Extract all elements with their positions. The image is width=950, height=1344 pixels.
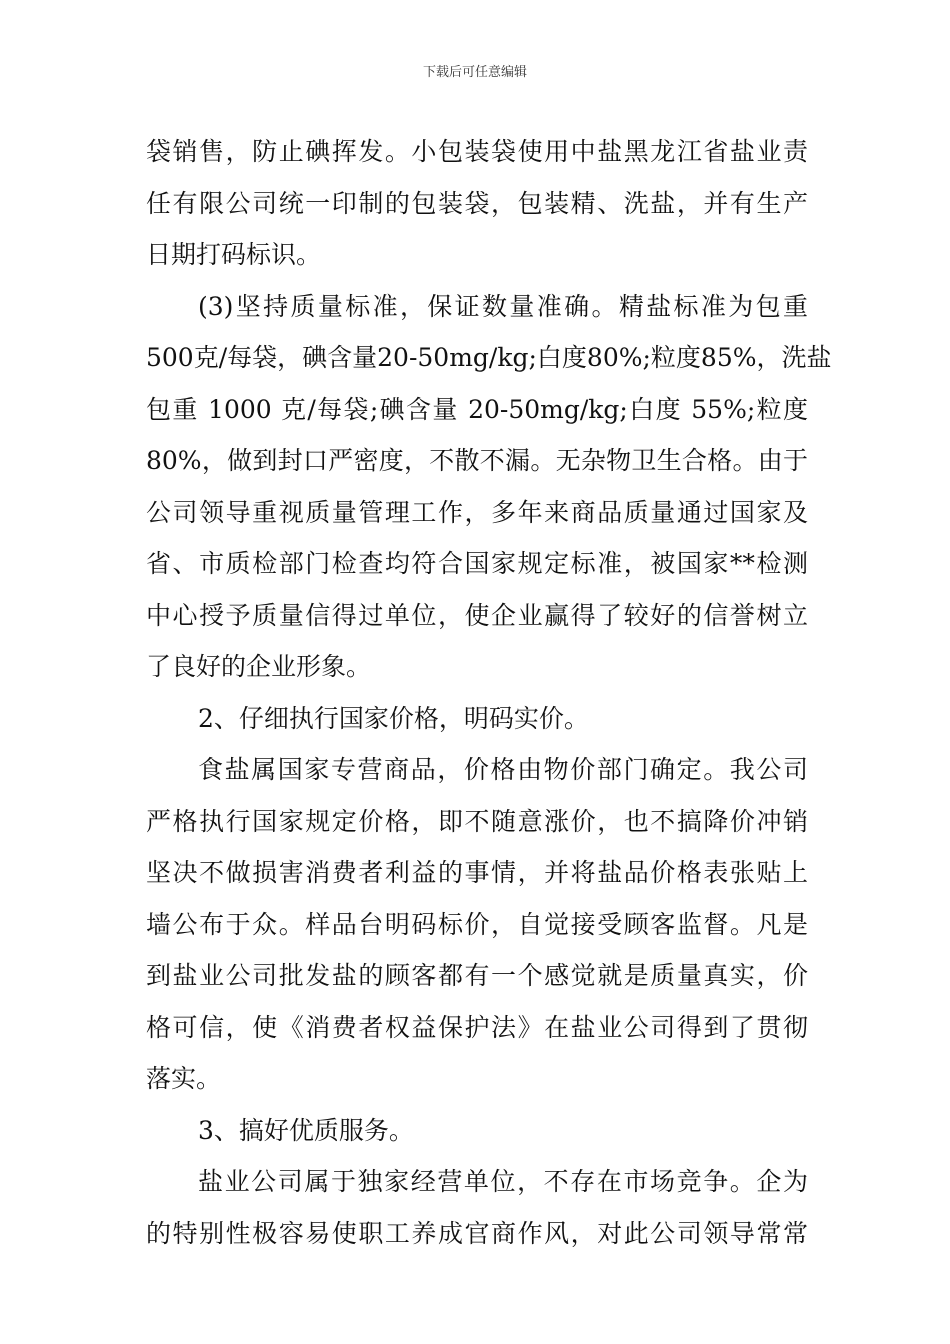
text-line: 任有限公司统一印制的包装袋，包装精、洗盐，并有生产	[146, 188, 808, 218]
section-heading: 2、仔细执行国家价格，明码实价。	[198, 703, 589, 733]
document-body	[146, 126, 832, 1259]
text-line: 的特别性极容易使职工养成官商作风，对此公司领导常常	[146, 1218, 808, 1248]
text-line: 袋销售，防止碘挥发。小包装袋使用中盐黑龙江省盐业责	[146, 137, 808, 166]
text-line: 墙公布于众。样品台明码标价，自觉接受顾客监督。凡是	[146, 909, 808, 939]
text-line: 坚决不做损害消费者利益的事情，并将盐品价格表张贴上	[146, 858, 808, 887]
text-line: 了良好的企业形象。	[146, 652, 372, 681]
text-line: 严格执行国家规定价格，即不随意涨价，也不搞降价冲销	[146, 806, 808, 836]
paragraph-start: 盐业公司属于独家经营单位，不存在市场竞争。企为	[198, 1167, 808, 1196]
paragraph-start: 食盐属国家专营商品，价格由物价部门确定。我公司	[198, 755, 808, 784]
text-line: 落实。	[146, 1064, 222, 1093]
text-line: 日期打码标识。	[146, 240, 322, 269]
section-heading: 3、搞好优质服务。	[198, 1115, 414, 1145]
text-line: 500克/每袋，碘含量20-50mg/kg;白度80%;粒度85%，洗盐	[146, 343, 832, 372]
text-line: 省、市质检部门检查均符合国家规定标准，被国家**检测	[146, 549, 808, 578]
page-header: 下载后可任意编辑	[422, 65, 527, 80]
text-line: 公司领导重视质量管理工作，多年来商品质量通过国家及	[146, 497, 808, 527]
text-line: 中心授予质量信得过单位，使企业赢得了较好的信誉树立	[146, 600, 808, 630]
text-line: 80%，做到封口严密度，不散不漏。无杂物卫生合格。由于	[146, 446, 808, 475]
text-line: 到盐业公司批发盐的顾客都有一个感觉就是质量真实，价	[146, 961, 808, 990]
paragraph-start: (3)坚持质量标准，保证数量准确。精盐标准为包重	[198, 291, 808, 321]
text-line: 格可信，使《消费者权益保护法》在盐业公司得到了贯彻	[146, 1012, 808, 1042]
text-line: 包重 1000 克/每袋;碘含量 20-50mg/kg;白度 55%;粒度	[146, 394, 808, 424]
